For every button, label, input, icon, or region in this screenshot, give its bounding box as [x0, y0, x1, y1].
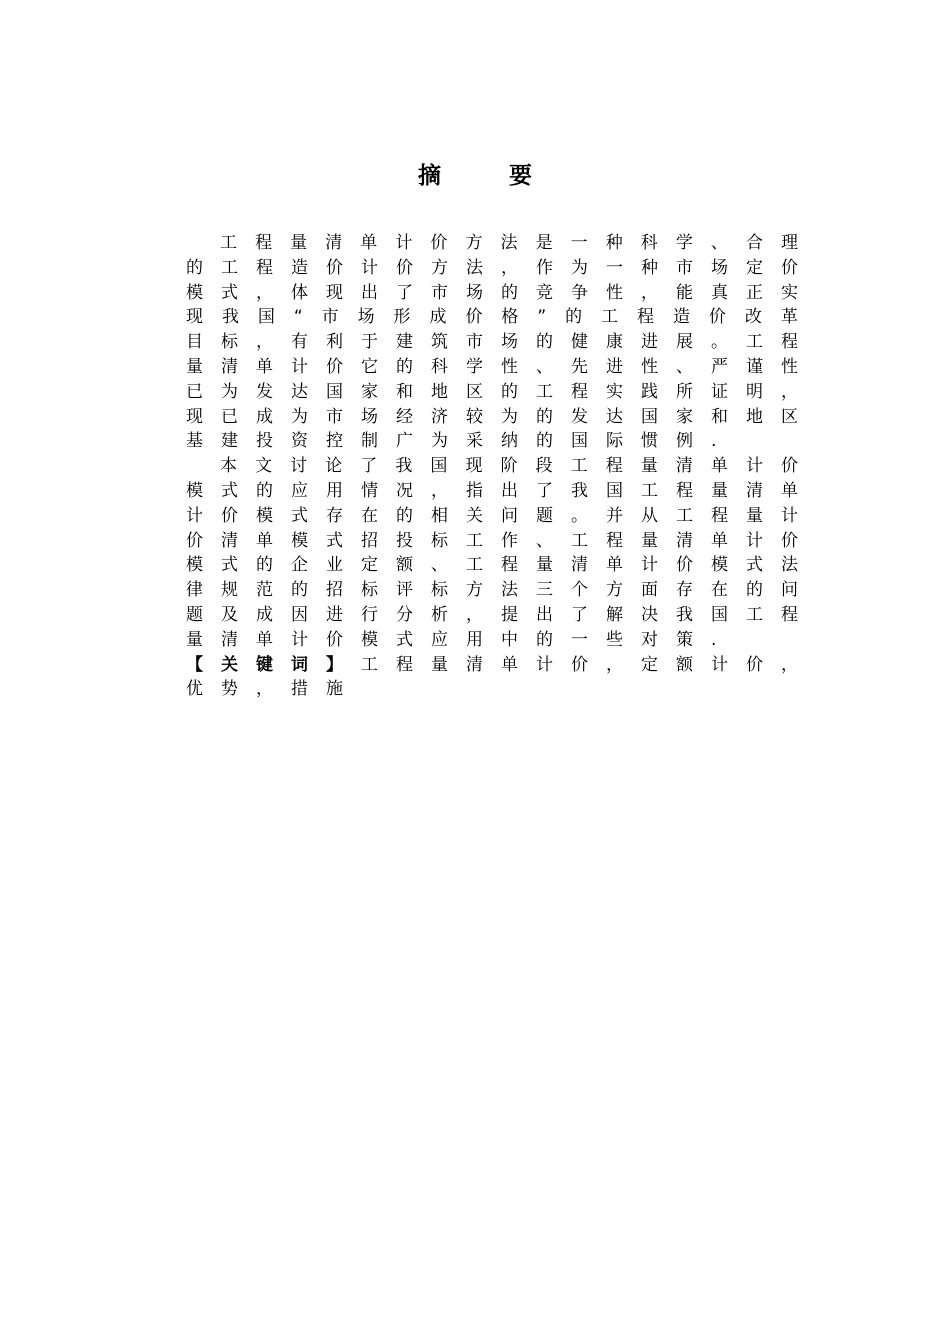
abstract-line: 律 规 范 的 招 标 评 标 方 法 三 个 方 面 存 在 的 问: [186, 580, 798, 601]
keywords-label: 词: [291, 654, 308, 675]
abstract-line: 模 式 的 应 用 情 况 ， 指 出 了 我 国 工 程 量 清 单: [186, 480, 798, 501]
abstract-line: 已 为 发 达 国 家 和 地 区 的 工 程 实 践 所 证 明 ，: [186, 381, 798, 402]
keywords-label: 键: [256, 654, 273, 675]
keywords-line: 【 关 键 词 】 工 程 量 清 单 计 价 ， 定 额 计 价 ，: [186, 653, 798, 678]
abstract-line: 题 及 成 因 进 行 分 析 ， 提 出 了 解 决 我 国 工 程: [186, 604, 798, 625]
abstract-line: 价 清 单 模 式 招 投 标 工 作 、 工 程 量 清 单 计 价: [186, 530, 798, 551]
keywords-label: 【: [186, 654, 203, 675]
abstract-line: 的 工 程 造 价 计 价 方 法 ， 作 为 一 种 市 场 定 价: [186, 257, 798, 278]
abstract-line: 量 清 单 计 价 它 的 科 学 性 、 先 进 性 、 严 谨 性: [186, 356, 798, 377]
abstract-line: 现 我 国 “ 市 场 形 成 价 格 ” 的 工 程 造 价 改 革: [186, 307, 798, 328]
abstract-line: 现 已 成 为 市 场 经 济 较 为 的 发 达 国 家 和 地 区: [186, 406, 798, 427]
abstract-line: 工 程 量 清 单 计 价 方 法 是 一 种 科 学 、 合 理: [220, 233, 798, 253]
abstract-line: 目 标 ， 有 利 于 建 筑 市 场 的 健 康 进 展 。 工 程: [186, 332, 798, 353]
abstract-line: 模 式 ， 体 现 出 了 市 场 的 竞 争 性 ， 能 真 正 实: [186, 282, 798, 303]
abstract-line: 基 建 投 资 控 制 广 为 采 纳 的 国 际 惯 例 .: [186, 431, 717, 452]
abstract-line: 本 文 讨 论 了 我 国 现 阶 段 工 程 量 清 单 计 价: [220, 456, 798, 477]
keywords-label: 】: [326, 654, 343, 675]
keywords-label: 关: [221, 654, 238, 675]
abstract-line: 模 式 的 企 业 定 额 、 工 程 量 清 单 计 价 模 式 法: [186, 555, 798, 576]
abstract-line: 量 清 单 计 价 模 式 应 用 中 的 一 些 对 策 .: [186, 629, 717, 650]
page-title: 摘 要: [417, 163, 562, 189]
keywords-line: 优 势 ， 措 施: [186, 679, 343, 700]
abstract-body: [186, 231, 798, 702]
abstract-line: 计 价 模 式 存 在 的 相 关 问 题 。 并 从 工 程 量 计: [186, 505, 798, 526]
